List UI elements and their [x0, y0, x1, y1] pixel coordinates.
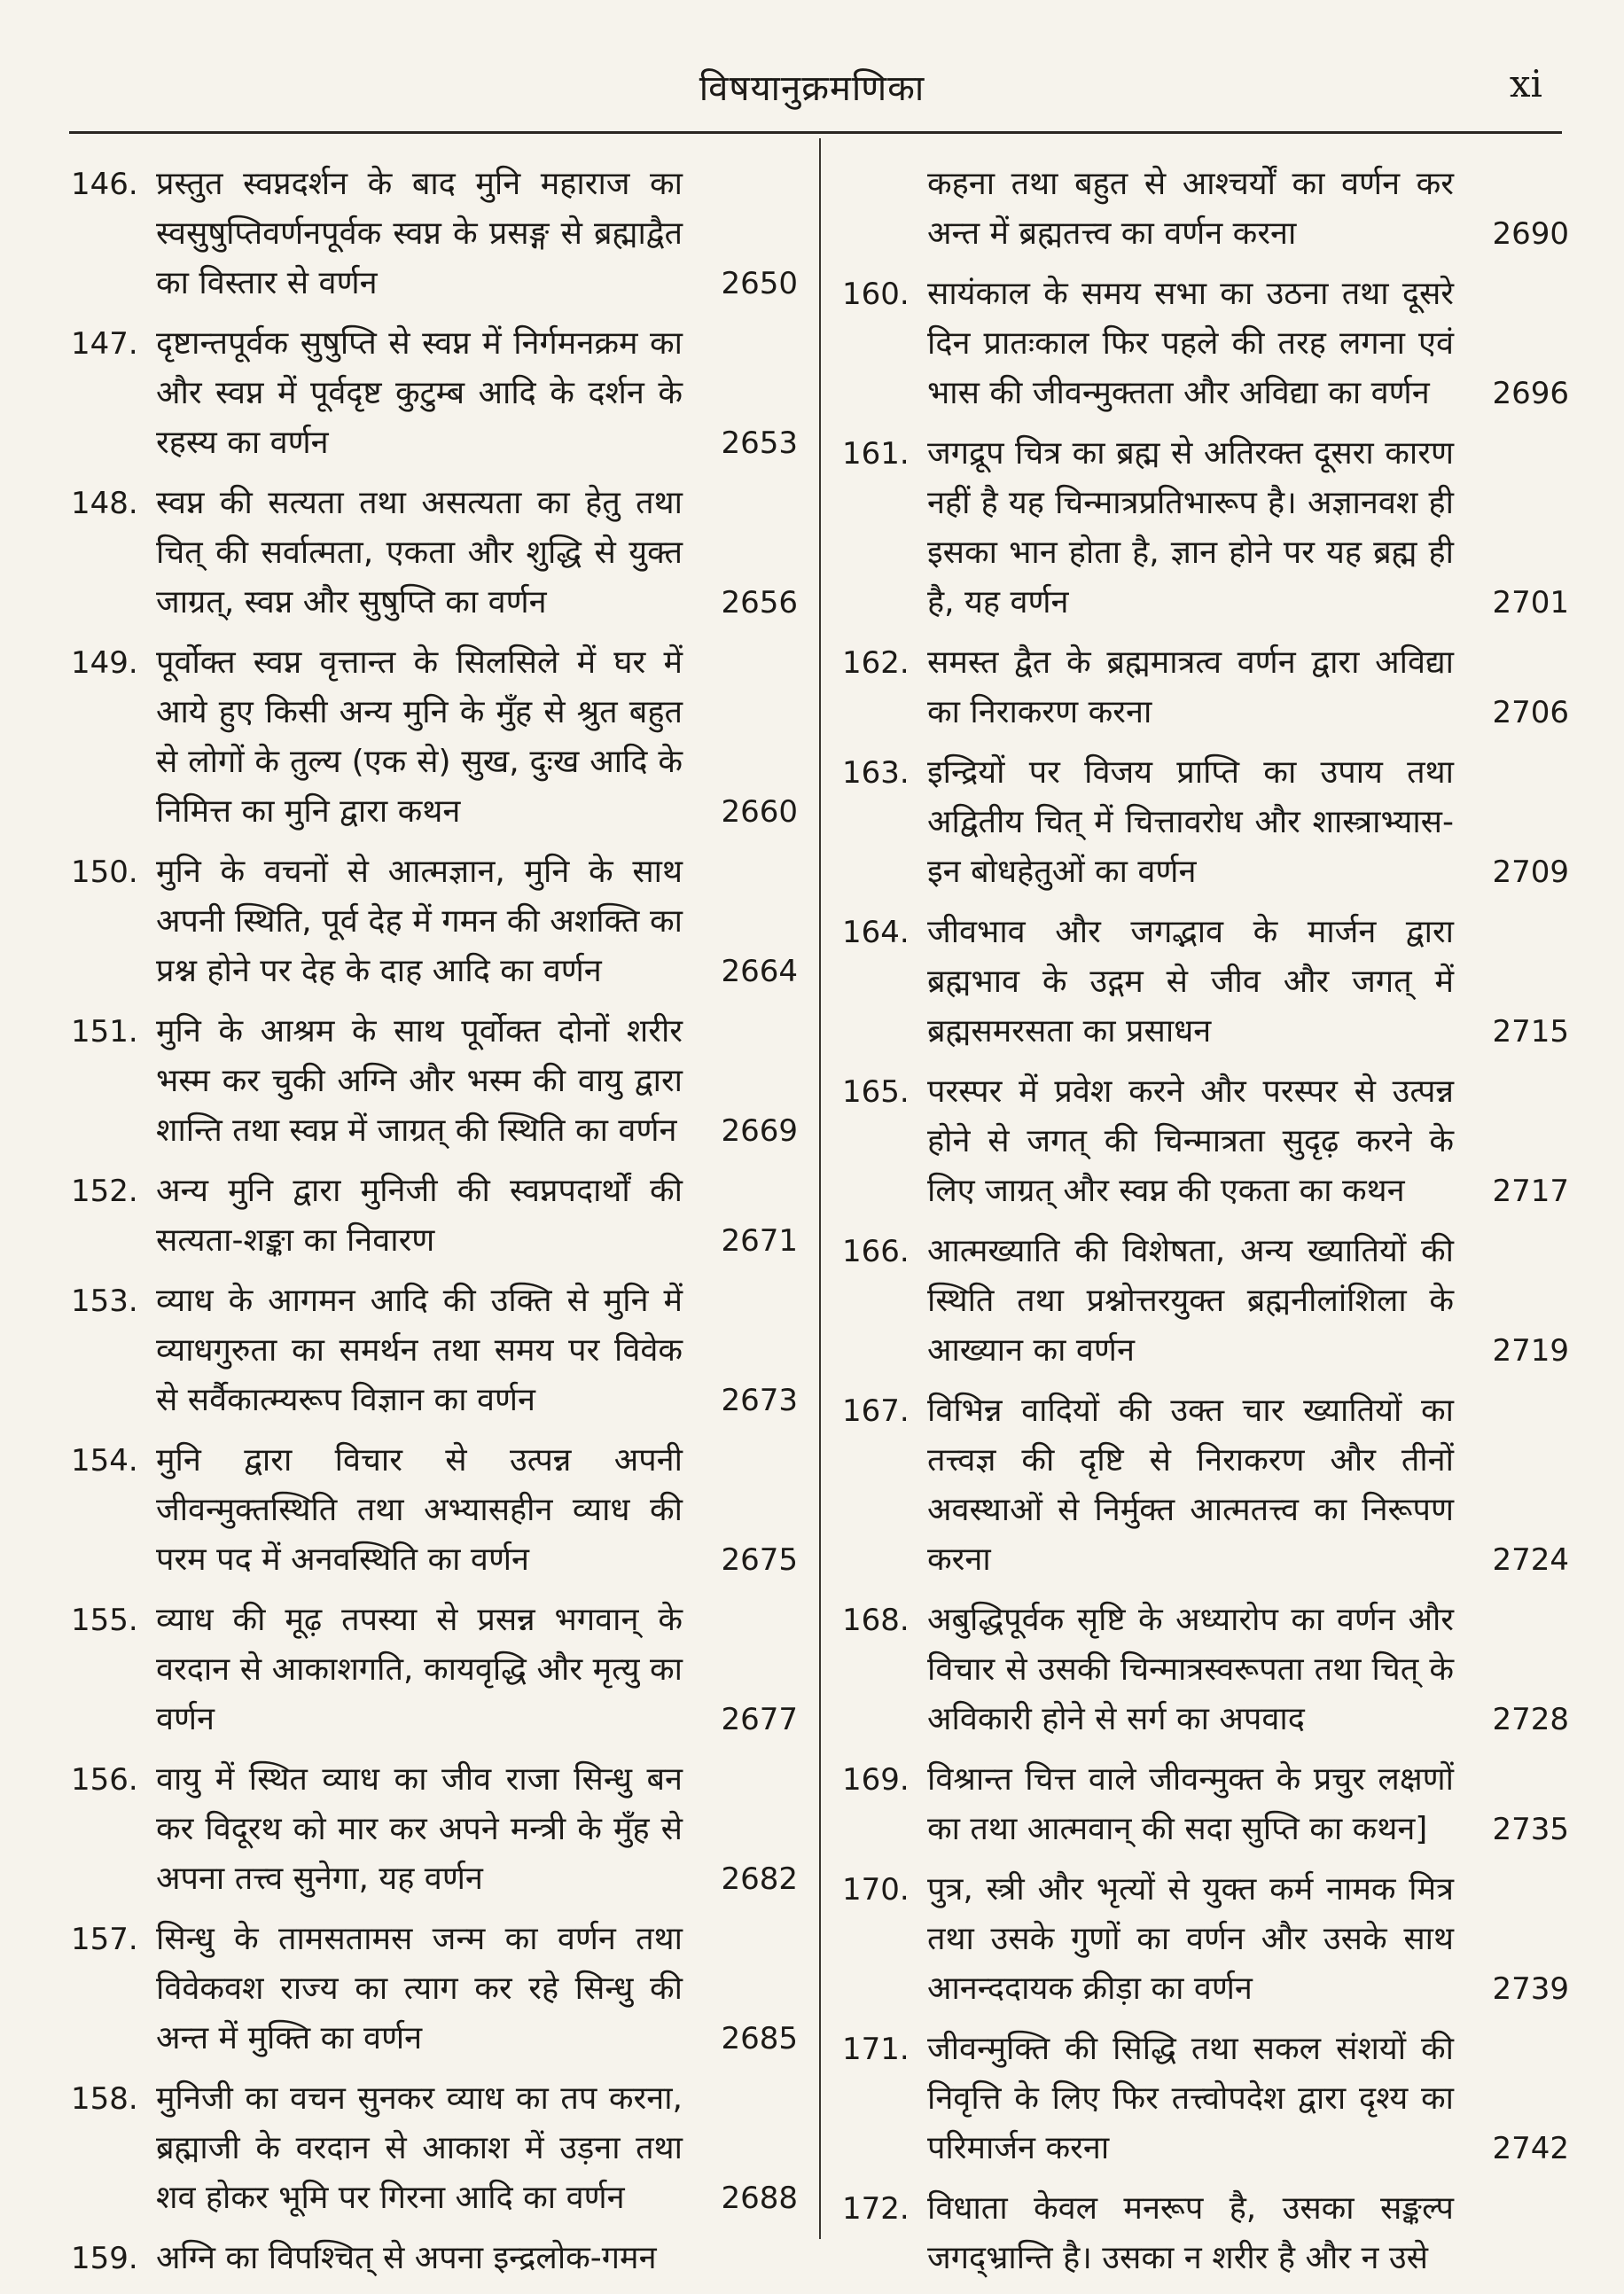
left-column	[71, 160, 798, 2294]
entry-number: 162.	[842, 645, 910, 681]
entry-number: 171.	[842, 2032, 910, 2067]
toc-entry	[71, 160, 798, 308]
toc-entry	[842, 160, 1569, 259]
entry-title: समस्त द्वैत के ब्रह्ममात्रत्व वर्णन द्वारा अविद्या का निराकरण करना	[927, 644, 1454, 730]
toc-entry	[71, 1167, 798, 1266]
entry-page-number: 2717	[1492, 1174, 1569, 1209]
entry-title: विश्रान्त चित्त वाले जीवन्मुक्त के प्रचुर लक्षणों का तथा आत्मवान् की सदा सुप्ति का कथन]	[927, 1761, 1454, 1847]
entry-title: अबुद्धिपूर्वक सृष्टि के अध्यारोप का वर्णन और विचार से उसकी चिन्मात्रस्वरूपता तथा चित् के अविकारी होने से सर्ग का अपवाद	[927, 1602, 1454, 1737]
entry-title: इन्द्रियों पर विजय प्राप्ति का उपाय तथा अद्वितीय चित् में चित्तावरोध और शास्त्राभ्यास-इन बोधहेतुओं का वर्णन	[927, 754, 1454, 890]
entry-number: 168.	[842, 1603, 910, 1638]
toc-entry	[71, 1915, 798, 2064]
toc-entry	[842, 1755, 1569, 1854]
entry-number: 153.	[71, 1284, 138, 1319]
entry-title: दृष्टान्तपूर्वक सुषुप्ति से स्वप्न में निर्गमनक्रम का और स्वप्न में पूर्वदृष्ट कुटुम्ब आदि के दर्शन के रहस्य का वर्णन	[156, 325, 683, 461]
toc-entry	[842, 1386, 1569, 1585]
entry-page-number: 2735	[1492, 1812, 1569, 1847]
entry-title: जीवन्मुक्ति की सिद्धि तथा सकल संशयों की निवृत्ति के लिए फिर तत्त्वोपदेश द्वारा दृश्य का परिमार्जन करना	[927, 2031, 1454, 2166]
entry-page-number: 2673	[721, 1383, 798, 1418]
toc-entry	[71, 479, 798, 628]
entry-number: 158.	[71, 2081, 138, 2117]
entry-number: 161.	[842, 436, 910, 472]
entry-title: मुनि के आश्रम के साथ पूर्वोक्त दोनों शरीर भस्म कर चुकी अग्नि और भस्म की वायु द्वारा शान्ति तथा स्वप्न में जाग्रत् की स्थिति का वर्णन	[156, 1013, 683, 1149]
toc-entry	[842, 2025, 1569, 2173]
entry-title: परस्पर में प्रवेश करने और परस्पर से उत्पन्न होने से जगत् की चिन्मात्रता सुदृढ़ करने के लिए जाग्रत् और स्वप्न की एकता का कथन	[927, 1073, 1454, 1209]
entry-page-number: 2656	[721, 585, 798, 620]
toc-entry	[842, 1596, 1569, 1744]
entry-number: 160.	[842, 277, 910, 312]
toc-entry	[842, 2184, 1569, 2283]
toc-entry	[842, 908, 1569, 1057]
entry-page-number: 2669	[721, 1113, 798, 1149]
entry-page-number: 2690	[1492, 216, 1569, 252]
entry-number: 149.	[71, 645, 138, 681]
toc-entry	[71, 319, 798, 468]
entry-number: 170.	[842, 1872, 910, 1908]
toc-entry	[71, 1436, 798, 1585]
entry-title: व्याध के आगमन आदि की उक्ति से मुनि में व्याधगुरुता का समर्थन तथा समय पर विवेक से सर्वैकात्म्यरूप विज्ञान का वर्णन	[156, 1283, 683, 1418]
entry-title: मुनि द्वारा विचार से उत्पन्न अपनी जीवन्मुक्तस्थिति तथा अभ्यासहीन व्याध की परम पद में अनवस्थिति का वर्णन	[156, 1442, 683, 1578]
entry-page-number: 2709	[1492, 854, 1569, 890]
toc-entry	[842, 269, 1569, 418]
running-head: विषयानुक्रमणिका	[699, 68, 925, 109]
entry-title: विभिन्न वादियों की उक्त चार ख्यातियों का तत्त्वज्ञ की दृष्टि से निराकरण और तीनों अवस्थाओं से निर्मुक्त आत्मतत्त्व का निरूपण करना	[927, 1393, 1454, 1578]
toc-entry	[842, 429, 1569, 628]
entry-number: 163.	[842, 755, 910, 791]
entry-title: वायु में स्थित व्याध का जीव राजा सिन्धु बन कर विदूरथ को मार कर अपने मन्त्री के मुँह से अपना तत्त्व सुनेगा, यह वर्णन	[156, 1761, 683, 1897]
entry-page-number: 2682	[721, 1861, 798, 1897]
entry-title: आत्मख्याति की विशेषता, अन्य ख्यातियों की स्थिति तथा प्रश्नोत्तरयुक्त ब्रह्मनीलांशिला के आख्यान का वर्णन	[927, 1233, 1454, 1369]
entry-number: 155.	[71, 1603, 138, 1638]
entry-page-number: 2685	[721, 2021, 798, 2056]
entry-page-number: 2739	[1492, 1971, 1569, 2007]
entry-title: अन्य मुनि द्वारा मुनिजी की स्वप्नपदार्थों की सत्यता-शङ्का का निवारण	[156, 1173, 683, 1259]
entry-page-number: 2688	[721, 2181, 798, 2216]
entry-title: स्वप्न की सत्यता तथा असत्यता का हेतु तथा चित् की सर्वात्मता, एकता और शुद्धि से युक्त जाग्रत्, स्वप्न और सुषुप्ति का वर्णन	[156, 485, 683, 620]
entry-title: सायंकाल के समय सभा का उठना तथा दूसरे दिन प्रातःकाल फिर पहले की तरह लगना एवं भास की जीवन्मुक्तता और अविद्या का वर्णन	[927, 276, 1454, 411]
entry-number: 154.	[71, 1443, 138, 1479]
entry-title: व्याध की मूढ़ तपस्या से प्रसन्न भगवान् के वरदान से आकाशगति, कायवृद्धि और मृत्यु का वर्णन	[156, 1602, 683, 1737]
entry-page-number: 2719	[1492, 1333, 1569, 1369]
toc-entry	[71, 1007, 798, 1156]
toc-entry	[71, 2074, 798, 2223]
toc-entry	[842, 1865, 1569, 2014]
entry-number: 148.	[71, 486, 138, 521]
entry-title: मुनि के वचनों से आत्मज्ञान, मुनि के साथ अपनी स्थिति, पूर्व देह में गमन की अशक्ति का प्रश्न होने पर देह के दाह आदि का वर्णन	[156, 854, 683, 989]
entry-page-number: 2660	[721, 794, 798, 830]
entry-page-number: 2653	[721, 425, 798, 461]
page-number: xi	[1509, 62, 1542, 105]
entry-number: 164.	[842, 915, 910, 950]
entry-page-number: 2675	[721, 1542, 798, 1578]
entry-number: 151.	[71, 1014, 138, 1049]
toc-entry	[842, 638, 1569, 737]
entry-number: 150.	[71, 854, 138, 890]
toc-entry	[842, 1227, 1569, 1376]
entry-number: 167.	[842, 1393, 910, 1429]
entry-page-number: 2715	[1492, 1014, 1569, 1049]
entry-page-number: 2696	[1492, 376, 1569, 411]
entry-title: विधाता केवल मनरूप है, उसका सङ्कल्प जगद्भ्रान्ति है। उसका न शरीर है और न उसे	[927, 2190, 1454, 2276]
entry-page-number: 2677	[721, 1702, 798, 1737]
column-divider	[819, 138, 821, 2239]
entry-number: 169.	[842, 1762, 910, 1798]
entry-number: 166.	[842, 1234, 910, 1269]
entry-page-number: 2742	[1492, 2131, 1569, 2166]
toc-entry	[71, 1596, 798, 1744]
entry-title: जगद्रूप चित्र का ब्रह्म से अतिरक्त दूसरा कारण नहीं है यह चिन्मात्रप्रतिभारूप है। अज्ञानवश ही इसका भान होता है, ज्ञान होने पर यह ब्रह्म ही है, यह वर्णन	[927, 435, 1454, 620]
entry-page-number: 2706	[1492, 695, 1569, 730]
entry-title: सिन्धु के तामसतामस जन्म का वर्णन तथा विवेकवश राज्य का त्याग कर रहे सिन्धु की अन्त में मुक्ति का वर्णन	[156, 1921, 683, 2056]
entry-number: 157.	[71, 1922, 138, 1957]
entry-page-number: 2650	[721, 266, 798, 301]
entry-title: प्रस्तुत स्वप्नदर्शन के बाद मुनि महाराज का स्वसुषुप्तिवर्णनपूर्वक स्वप्न के प्रसङ्ग से ब्रह्माद्वैत का विस्तार से वर्णन	[156, 166, 683, 301]
toc-entry	[71, 1755, 798, 1904]
entry-number: 152.	[71, 1174, 138, 1209]
entry-number: 159.	[71, 2241, 138, 2276]
entry-title: कहना तथा बहुत से आश्चर्यों का वर्णन कर अन्त में ब्रह्मतत्त्व का वर्णन करना	[927, 166, 1454, 252]
entry-title: पूर्वोक्त स्वप्न वृत्तान्त के सिलसिले में घर में आये हुए किसी अन्य मुनि के मुँह से श्रुत बहुत से लोगों के तुल्य (एक से) सुख, दुःख आदि के निमित्त का मुनि द्वारा कथन	[156, 644, 683, 830]
entry-page-number: 2701	[1492, 585, 1569, 620]
toc-entry	[71, 638, 798, 837]
entry-title: मुनिजी का वचन सुनकर व्याध का तप करना, ब्रह्माजी के वरदान से आकाश में उड़ना तथा शव होकर भूमि पर गिरना आदि का वर्णन	[156, 2080, 683, 2216]
right-column	[842, 160, 1569, 2294]
entry-page-number: 2728	[1492, 1702, 1569, 1737]
entry-title: अग्नि का विपश्चित् से अपना इन्द्रलोक-गमन	[156, 2240, 657, 2276]
entry-number: 146.	[71, 167, 138, 202]
entry-number: 172.	[842, 2191, 910, 2227]
toc-entry	[842, 748, 1569, 897]
entry-title: पुत्र, स्त्री और भृत्यों से युक्त कर्म नामक मित्र तथा उसके गुणों का वर्णन और उसके साथ आनन्ददायक क्रीड़ा का वर्णन	[927, 1871, 1454, 2007]
entry-number: 165.	[842, 1074, 910, 1110]
header-rule	[69, 131, 1562, 134]
toc-entry	[71, 2234, 798, 2283]
entry-page-number: 2671	[721, 1223, 798, 1259]
entry-page-number: 2664	[721, 954, 798, 989]
toc-entry	[71, 847, 798, 996]
entry-number: 156.	[71, 1762, 138, 1798]
toc-entry	[71, 1276, 798, 1425]
entry-page-number: 2724	[1492, 1542, 1569, 1578]
entry-title: जीवभाव और जगद्भाव के मार्जन द्वारा ब्रह्मभाव के उद्गम से जीव और जगत् में ब्रह्मसमरसता का प्रसाधन	[927, 914, 1454, 1049]
toc-entry	[842, 1067, 1569, 1216]
entry-number: 147.	[71, 326, 138, 362]
